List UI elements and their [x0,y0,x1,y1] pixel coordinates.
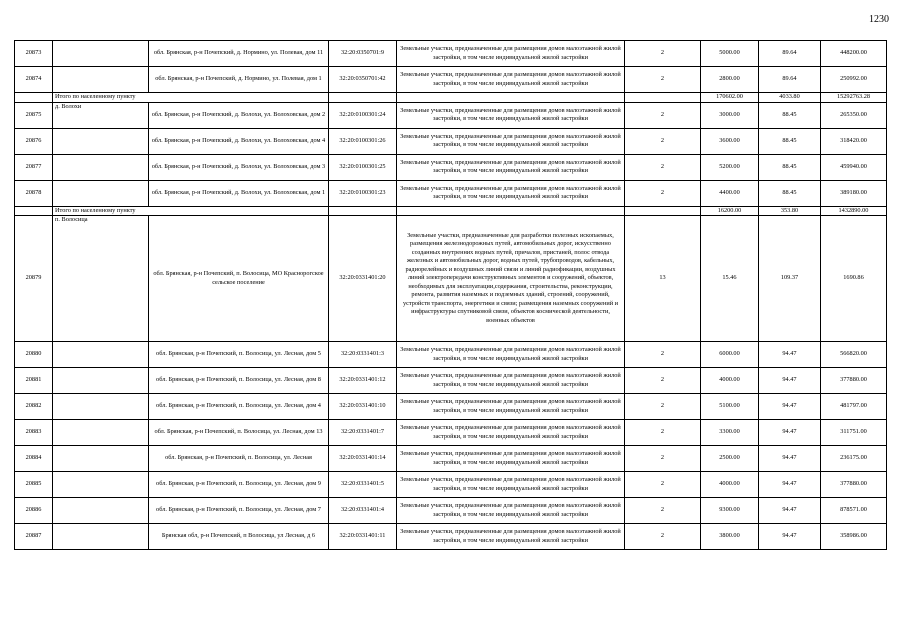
cadastral-value: 236175.00 [821,446,887,472]
specific-value: 94.47 [759,342,821,368]
cadastral-value: 481797.00 [821,394,887,420]
table-row [15,394,887,420]
subtotal-num-cell [15,206,53,216]
cadastral-number: 32:20:0331401:10 [329,394,397,420]
subtotal-upks: 4033.80 [759,93,821,103]
cadastral-number: 32:20:0100301:26 [329,128,397,154]
land-use: Земельные участки, предназначенные для разработки полезных ископаемых, размещения железнодорожных путей, автомобильных дорог, искусственно созданных внутренних водных путей, причалов, пристаней, полос отвода железных и автомобильных дорог, водных путей, трубопроводов, кабельных, радиорелейных и воздушных линий связи и линий радиофикации, воздушных линий электропередачи конструктивных элементов и сооружений, объектов, необходимых для эксплуатации,содержания, строительства, реконструкции, ремонта, развития наземных и подземных зданий, строений, сооружений, устройств транспорта, энергетики и связи; размещения наземных сооружений и инфраструктуры спутниковой связи, объектов космической деятельности, военных объектов [397,216,625,342]
table-row [15,102,887,128]
subtotal-row [15,206,887,216]
area: 3000.00 [701,102,759,128]
address: обл. Брянская, р-н Почепский, п. Волосица, МО Краснорогское сельское поселение [149,216,329,342]
address: обл. Брянская, р-н Почепский, п. Волосица, ул. Лесная, дом 5 [149,342,329,368]
land-use: Земельные участки, предназначенные для размещения домов малоэтажной жилой застройки, в том числе индивидуальной жилой застройки [397,67,625,93]
area: 2500.00 [701,446,759,472]
address: обл. Брянская, р-н Почепский, д. Нормино, ул. Полевая, дом 11 [149,41,329,67]
use-group: 2 [625,128,701,154]
specific-value: 89.64 [759,41,821,67]
row-number: 20873 [15,41,53,67]
cadastral-number: 32:20:0100301:24 [329,102,397,128]
subtotal-row [15,93,887,103]
cadastral-number: 32:20:0331401:7 [329,420,397,446]
area: 3300.00 [701,420,759,446]
specific-value: 94.47 [759,472,821,498]
row-number: 20883 [15,420,53,446]
row-number: 20877 [15,154,53,180]
area: 2800.00 [701,67,759,93]
row-number: 20886 [15,498,53,524]
land-use: Земельные участки, предназначенные для размещения домов малоэтажной жилой застройки, в том числе индивидуальной жилой застройки [397,41,625,67]
specific-value: 88.45 [759,180,821,206]
table-row [15,67,887,93]
cadastral-value: 459940.00 [821,154,887,180]
subtotal-label: Итого по населенному пункту [53,206,329,216]
table-row [15,180,887,206]
subtotal-use-cell [397,93,625,103]
address: обл. Брянская, р-н Почепский, д. Волохи, ул. Волоховская, дом 4 [149,128,329,154]
area: 4000.00 [701,472,759,498]
cadastral-value: 377880.00 [821,472,887,498]
area: 9300.00 [701,498,759,524]
cadastral-value: 250992.00 [821,67,887,93]
area: 5200.00 [701,154,759,180]
subtotal-cad-cell [329,206,397,216]
land-use: Земельные участки, предназначенные для размещения домов малоэтажной жилой застройки, в том числе индивидуальной жилой застройки [397,420,625,446]
subtotal-upks: 353.80 [759,206,821,216]
table-row [15,420,887,446]
address: обл. Брянская, р-н Почепский, д. Волохи, ул. Волоховская, дом 3 [149,154,329,180]
cadastral-value: 566820.00 [821,342,887,368]
subtotal-cost: 15292763.28 [821,93,887,103]
cadastral-value: 878571.00 [821,498,887,524]
row-number: 20884 [15,446,53,472]
cadastral-value: 389180.00 [821,180,887,206]
address: обл. Брянская, р-н Почепский, п. Волосица, ул. Лесная, дом 9 [149,472,329,498]
cadastral-value: 1690.86 [821,216,887,342]
table-row [15,41,887,67]
cadastral-number: 32:20:0100301:25 [329,154,397,180]
cadastral-value: 318420.00 [821,128,887,154]
specific-value: 94.47 [759,420,821,446]
cadastral-number: 32:20:0331401:14 [329,446,397,472]
use-group: 2 [625,368,701,394]
locality-name [53,446,149,472]
locality-name [53,128,149,154]
cadastral-number: 32:20:0331401:12 [329,368,397,394]
cadastral-number: 32:20:0350701:42 [329,67,397,93]
area: 6000.00 [701,342,759,368]
specific-value: 94.47 [759,498,821,524]
use-group: 2 [625,446,701,472]
area: 15.46 [701,216,759,342]
table-row [15,216,887,342]
row-number: 20885 [15,472,53,498]
subtotal-area: 16200.00 [701,206,759,216]
land-use: Земельные участки, предназначенные для размещения домов малоэтажной жилой застройки, в том числе индивидуальной жилой застройки [397,472,625,498]
area: 4400.00 [701,180,759,206]
specific-value: 94.47 [759,446,821,472]
cadastral-value-table [14,40,887,550]
use-group: 2 [625,394,701,420]
address: обл. Брянская, р-н Почепский, д. Волохи, ул. Волоховская, дом 1 [149,180,329,206]
use-group: 2 [625,472,701,498]
locality-name [53,394,149,420]
table-row [15,342,887,368]
row-number: 20881 [15,368,53,394]
cadastral-number: 32:20:0331401:20 [329,216,397,342]
subtotal-cad-cell [329,93,397,103]
row-number: 20876 [15,128,53,154]
land-use: Земельные участки, предназначенные для размещения домов малоэтажной жилой застройки, в том числе индивидуальной жилой застройки [397,524,625,550]
land-use: Земельные участки, предназначенные для размещения домов малоэтажной жилой застройки, в том числе индивидуальной жилой застройки [397,102,625,128]
locality-name [53,472,149,498]
specific-value: 88.45 [759,128,821,154]
use-group: 2 [625,41,701,67]
subtotal-label: Итого по населенному пункту [53,93,329,103]
locality-name: п. Волосица [53,216,149,342]
land-use: Земельные участки, предназначенные для размещения домов малоэтажной жилой застройки, в том числе индивидуальной жилой застройки [397,180,625,206]
cadastral-value: 265350.00 [821,102,887,128]
specific-value: 94.47 [759,394,821,420]
use-group: 2 [625,524,701,550]
row-number: 20887 [15,524,53,550]
use-group: 2 [625,154,701,180]
table-row [15,498,887,524]
subtotal-use-cell [397,206,625,216]
locality-name [53,498,149,524]
row-number: 20880 [15,342,53,368]
subtotal-group-cell [625,206,701,216]
cadastral-value: 377880.00 [821,368,887,394]
use-group: 2 [625,180,701,206]
area: 4000.00 [701,368,759,394]
table-body [15,41,887,550]
table-row [15,524,887,550]
address: обл. Брянская, р-н Почепский, п. Волосица, ул. Лесная [149,446,329,472]
locality-name: д. Волохи [53,102,149,128]
specific-value: 94.47 [759,524,821,550]
land-use: Земельные участки, предназначенные для размещения домов малоэтажной жилой застройки, в том числе индивидуальной жилой застройки [397,342,625,368]
row-number: 20874 [15,67,53,93]
area: 3600.00 [701,128,759,154]
cadastral-number: 32:20:0331401:4 [329,498,397,524]
row-number: 20878 [15,180,53,206]
address: обл. Брянская, р-н Почепский, д. Нормино, ул. Полевая, дом 1 [149,67,329,93]
specific-value: 88.45 [759,154,821,180]
specific-value: 94.47 [759,368,821,394]
address: обл. Брянская, р-н Почепский, п. Волосица, ул. Лесная, дом 7 [149,498,329,524]
row-number: 20879 [15,216,53,342]
area: 5100.00 [701,394,759,420]
table-row [15,128,887,154]
specific-value: 89.64 [759,67,821,93]
address: обл. Брянская, р-н Почепский, д. Волохи, ул. Волоховская, дом 2 [149,102,329,128]
specific-value: 109.37 [759,216,821,342]
table-row [15,446,887,472]
use-group: 2 [625,342,701,368]
table-row [15,154,887,180]
locality-name [53,67,149,93]
page-number: 1230 [869,14,889,25]
cadastral-number: 32:20:0350701:9 [329,41,397,67]
land-use: Земельные участки, предназначенные для размещения домов малоэтажной жилой застройки, в том числе индивидуальной жилой застройки [397,368,625,394]
land-use: Земельные участки, предназначенные для размещения домов малоэтажной жилой застройки, в том числе индивидуальной жилой застройки [397,446,625,472]
row-number: 20882 [15,394,53,420]
address: Брянская обл, р-н Почепский, п Волосица, ул Лесная, д 6 [149,524,329,550]
cadastral-value: 311751.00 [821,420,887,446]
area: 3800.00 [701,524,759,550]
land-use: Земельные участки, предназначенные для размещения домов малоэтажной жилой застройки, в том числе индивидуальной жилой застройки [397,498,625,524]
locality-name [53,342,149,368]
cadastral-number: 32:20:0331401:3 [329,342,397,368]
use-group: 2 [625,420,701,446]
use-group: 13 [625,216,701,342]
use-group: 2 [625,498,701,524]
table-row [15,472,887,498]
land-use: Земельные участки, предназначенные для размещения домов малоэтажной жилой застройки, в том числе индивидуальной жилой застройки [397,394,625,420]
locality-name [53,368,149,394]
use-group: 2 [625,67,701,93]
cadastral-value: 448200.00 [821,41,887,67]
cadastral-number: 32:20:0100301:23 [329,180,397,206]
locality-name [53,524,149,550]
cadastral-number: 32:20:0331401:5 [329,472,397,498]
specific-value: 88.45 [759,102,821,128]
subtotal-group-cell [625,93,701,103]
subtotal-num-cell [15,93,53,103]
land-use: Земельные участки, предназначенные для размещения домов малоэтажной жилой застройки, в том числе индивидуальной жилой застройки [397,128,625,154]
cadastral-number: 32:20:0331401:11 [329,524,397,550]
land-use: Земельные участки, предназначенные для размещения домов малоэтажной жилой застройки, в том числе индивидуальной жилой застройки [397,154,625,180]
subtotal-cost: 1432890.00 [821,206,887,216]
area: 5000.00 [701,41,759,67]
locality-name [53,180,149,206]
row-number: 20875 [15,102,53,128]
address: обл. Брянская, р-н Почепский, п. Волосица, ул. Лесная, дом 4 [149,394,329,420]
locality-name [53,154,149,180]
use-group: 2 [625,102,701,128]
subtotal-area: 170602.00 [701,93,759,103]
locality-name [53,420,149,446]
locality-name [53,41,149,67]
cadastral-value: 358986.00 [821,524,887,550]
address: обл. Брянская, р-н Почепский, п. Волосица, ул. Лесная, дом 8 [149,368,329,394]
table-row [15,368,887,394]
address: обл. Брянская, р-н Почепский, п. Волосица, ул. Лесная, дом 13 [149,420,329,446]
